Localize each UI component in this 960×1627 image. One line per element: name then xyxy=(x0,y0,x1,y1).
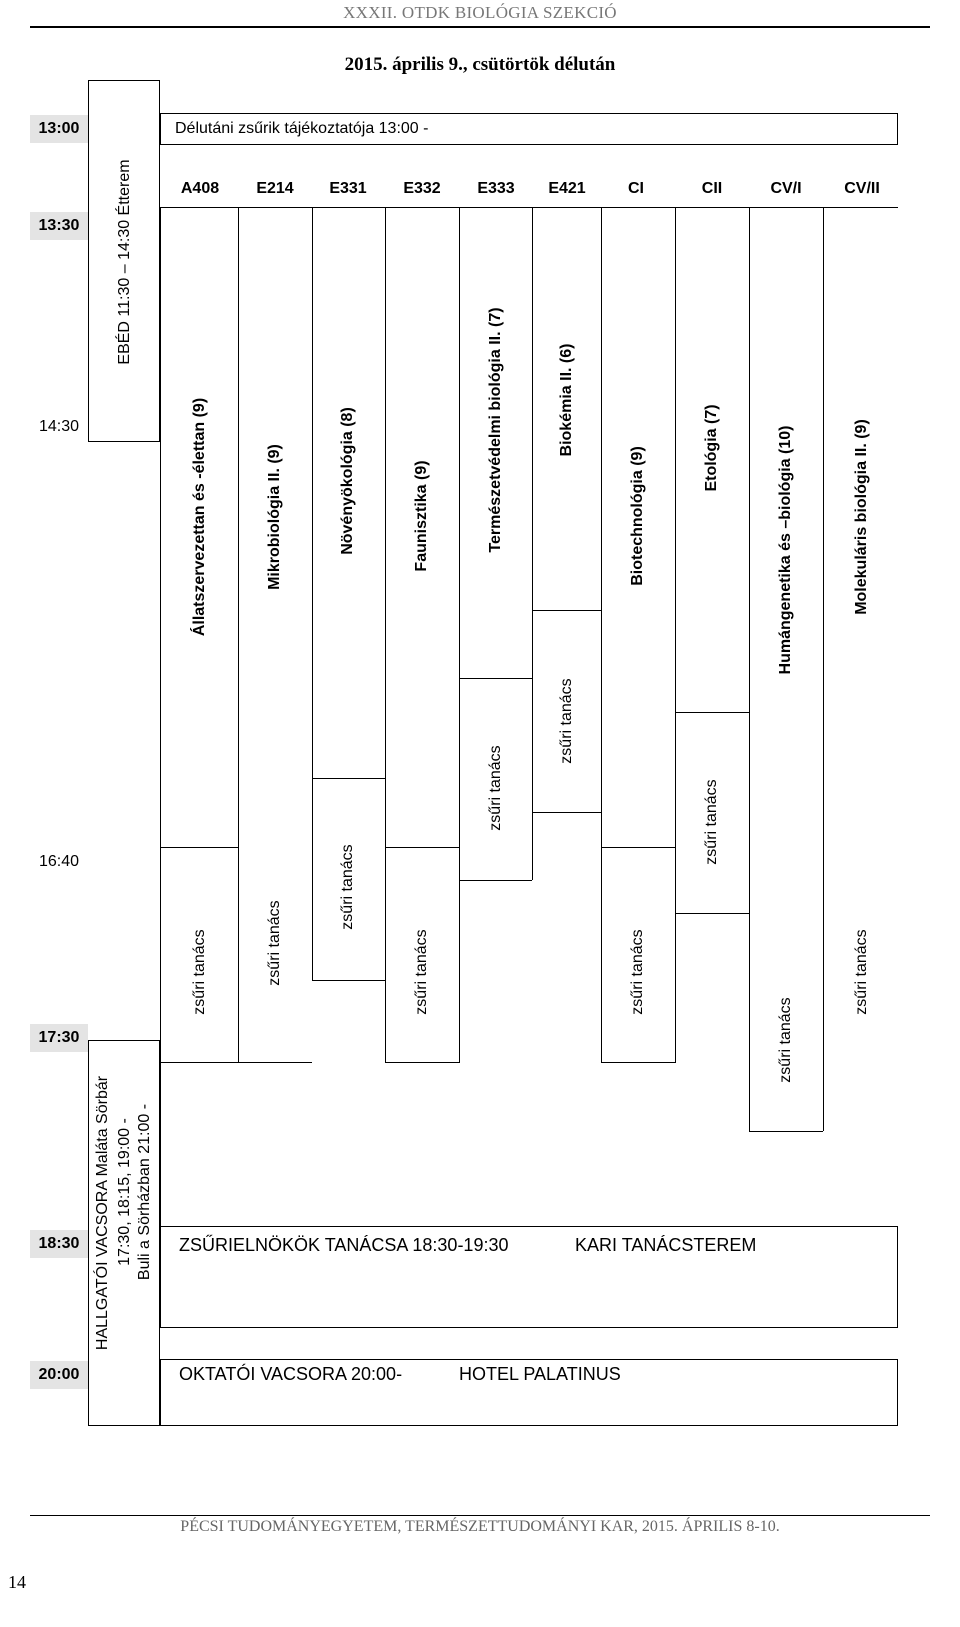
divider-cii xyxy=(675,712,749,713)
room-cvii: CV/II xyxy=(844,180,880,197)
grid-line-2 xyxy=(312,207,313,980)
section-etologia: Etológia (7) xyxy=(703,404,720,492)
student-dinner-box xyxy=(88,1040,160,1426)
page-number: 14 xyxy=(8,1572,26,1592)
jury-cvi: zsűri tanács xyxy=(777,997,794,1083)
bottom-e333 xyxy=(459,880,532,881)
grid-line-3 xyxy=(385,207,386,1063)
teacher-dinner-title: OKTATÓI VACSORA 20:00- xyxy=(179,1364,403,1384)
divider-ci xyxy=(601,847,675,848)
bottom-e421 xyxy=(532,812,601,813)
divider-e331 xyxy=(312,778,385,779)
bottom-cii xyxy=(675,913,749,914)
section-humangenetika: Humángenetika és –biológia (10) xyxy=(777,425,794,675)
grid-line-4 xyxy=(459,207,460,1063)
section-novenyokologia: Növényökológia (8) xyxy=(339,407,356,555)
bottom-e331 xyxy=(312,980,385,981)
jury-e332: zsűri tanács xyxy=(413,929,430,1015)
room-e331: E331 xyxy=(329,180,367,197)
room-e333: E333 xyxy=(477,180,515,197)
page-footer: PÉCSI TUDOMÁNYEGYETEM, TERMÉSZETTUDOMÁNYI KAR, 2015. ÁPRILIS 8-10. xyxy=(30,1515,930,1536)
section-termeszetvedelmi: Természetvédelmi biológia II. (7) xyxy=(487,307,504,553)
briefing-label: Délutáni zsűrik tájékoztatója 13:00 - xyxy=(175,120,429,137)
room-ci: CI xyxy=(628,180,644,197)
section-biotechnologia: Biotechnológia (9) xyxy=(629,446,646,586)
jury-cii: zsűri tanács xyxy=(703,779,720,865)
room-e332: E332 xyxy=(403,180,441,197)
room-cii: CII xyxy=(701,180,723,197)
time-1640: 16:40 xyxy=(38,853,80,870)
jury-e333: zsűri tanács xyxy=(487,745,504,831)
time-1730: 17:30 xyxy=(30,1024,88,1052)
grid-line-8 xyxy=(749,207,750,1131)
grid-line-1 xyxy=(238,207,239,1063)
time-2000: 20:00 xyxy=(30,1361,88,1389)
section-allatszervezettan: Állatszervezettan és -élettan (9) xyxy=(191,397,208,637)
grid-line-7 xyxy=(675,207,676,1063)
chairs-meeting-box xyxy=(160,1226,898,1328)
section-mikrobiologia: Mikrobiológia II. (9) xyxy=(266,444,283,590)
section-molekularis: Molekuláris biológia II. (9) xyxy=(853,419,870,615)
grid-left-line xyxy=(160,207,161,1247)
teacher-dinner-place: HOTEL PALATINUS xyxy=(459,1364,621,1384)
room-cvi: CV/I xyxy=(770,180,802,197)
bottom-e214 xyxy=(238,1062,312,1063)
time-1830: 18:30 xyxy=(30,1230,88,1258)
section-faunisztika: Faunisztika (9) xyxy=(413,460,430,572)
room-e214: E214 xyxy=(256,180,294,197)
chairs-meeting-title: ZSŰRIELNÖKÖK TANÁCSA 18:30-19:30 xyxy=(179,1235,509,1255)
lunch-box xyxy=(88,80,160,442)
chairs-meeting-place: KARI TANÁCSTEREM xyxy=(575,1235,757,1255)
student-dinner-line2: 17:30, 18:15, 19:00 - xyxy=(116,1118,133,1266)
divider-e332 xyxy=(385,847,459,848)
date-title: 2015. április 9., csütörtök délután xyxy=(344,54,616,75)
jury-ci: zsűri tanács xyxy=(629,929,646,1015)
time-1330: 13:30 xyxy=(30,212,88,240)
room-a408: A408 xyxy=(180,180,220,197)
jury-a408: zsűri tanács xyxy=(191,929,208,1015)
divider-e333 xyxy=(459,678,532,679)
student-dinner-line1: HALLGATÓI VACSORA Maláta Sörbár xyxy=(94,1075,111,1351)
jury-e421: zsűri tanács xyxy=(558,678,575,764)
grid-top-line xyxy=(160,207,898,208)
jury-e331: zsűri tanács xyxy=(339,844,356,930)
running-header: XXXII. OTDK BIOLÓGIA SZEKCIÓ xyxy=(30,0,930,28)
bottom-e332 xyxy=(385,1062,459,1063)
time-1430: 14:30 xyxy=(38,418,80,435)
grid-line-9 xyxy=(823,207,824,1131)
time-1300: 13:00 xyxy=(30,115,88,143)
bottom-ci xyxy=(601,1062,675,1063)
jury-cvii: zsűri tanács xyxy=(853,929,870,1015)
bottom-a408 xyxy=(160,1062,238,1063)
grid-line-5 xyxy=(532,207,533,880)
jury-e214: zsűri tanács xyxy=(266,900,283,986)
room-e421: E421 xyxy=(548,180,586,197)
bottom-cvi xyxy=(749,1131,823,1132)
section-biokemia: Biokémia II. (6) xyxy=(558,343,575,457)
teacher-dinner-box xyxy=(160,1359,898,1426)
lunch-label: EBÉD 11:30 – 14:30 Étterem xyxy=(116,159,133,365)
briefing-box xyxy=(160,113,898,145)
grid-line-6 xyxy=(601,207,602,1063)
divider-e421 xyxy=(532,610,601,611)
divider-a408 xyxy=(160,847,238,848)
student-dinner-line3: Buli a Sörházban 21:00 - xyxy=(136,1103,153,1281)
